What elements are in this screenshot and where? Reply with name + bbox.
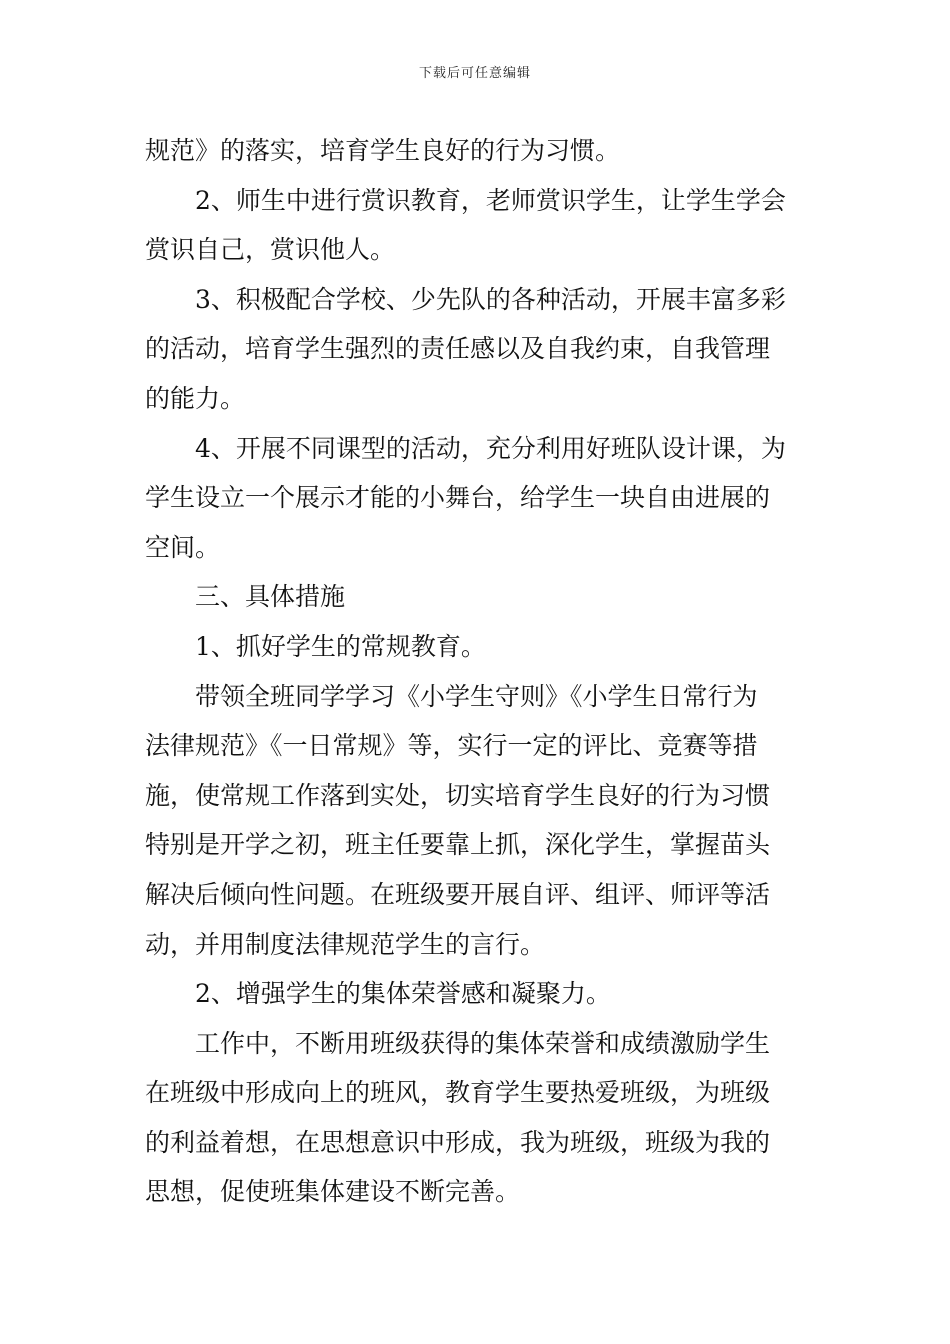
- paragraph-line: 带领全班同学学习《小学生守则》《小学生日常行为: [195, 681, 758, 711]
- paragraph-line: 动，并用制度法律规范学生的言行。: [145, 929, 546, 959]
- subsection-heading: 1、抓好学生的常规教育。: [195, 631, 486, 661]
- subsection-heading: 2、增强学生的集体荣誉感和凝聚力。: [195, 979, 611, 1009]
- paragraph-line: 3、积极配合学校、少先队的各种活动，开展丰富多彩: [195, 284, 786, 314]
- paragraph-line: 空间。: [145, 532, 221, 562]
- document-body: [145, 126, 805, 1217]
- paragraph-line: 思想，促使班集体建设不断完善。: [145, 1177, 521, 1207]
- paragraph-line: 学生设立一个展示才能的小舞台，给学生一块自由进展的: [145, 483, 771, 513]
- paragraph-line: 赏识自己，赏识他人。: [145, 235, 396, 265]
- paragraph-line: 工作中，不断用班级获得的集体荣誉和成绩激励学生: [195, 1028, 771, 1058]
- paragraph-line: 的活动，培育学生强烈的责任感以及自我约束，自我管理: [145, 334, 771, 364]
- section-heading: 三、具体措施: [195, 582, 346, 612]
- paragraph-line: 施，使常规工作落到实处，切实培育学生良好的行为习惯: [145, 780, 771, 810]
- paragraph-line: 在班级中形成向上的班风，教育学生要热爱班级，为班级: [145, 1078, 771, 1108]
- paragraph-line: 法律规范》《一日常规》等，实行一定的评比、竞赛等措: [145, 731, 758, 761]
- paragraph-line: 规范》的落实，培育学生良好的行为习惯。: [145, 136, 621, 165]
- paragraph-line: 特别是开学之初，班主任要靠上抓，深化学生，掌握苗头: [145, 830, 771, 860]
- paragraph-line: 4、开展不同课型的活动，充分利用好班队设计课，为: [195, 433, 786, 463]
- paragraph-line: 的能力。: [145, 383, 246, 413]
- paragraph-line: 2、师生中进行赏识教育，老师赏识学生，让学生学会: [195, 185, 786, 215]
- page-header: 下载后可任意编辑: [418, 66, 531, 81]
- paragraph-line: 解决后倾向性问题。在班级要开展自评、组评、师评等活: [145, 879, 771, 909]
- paragraph-line: 的利益着想，在思想意识中形成，我为班级，班级为我的: [145, 1127, 771, 1157]
